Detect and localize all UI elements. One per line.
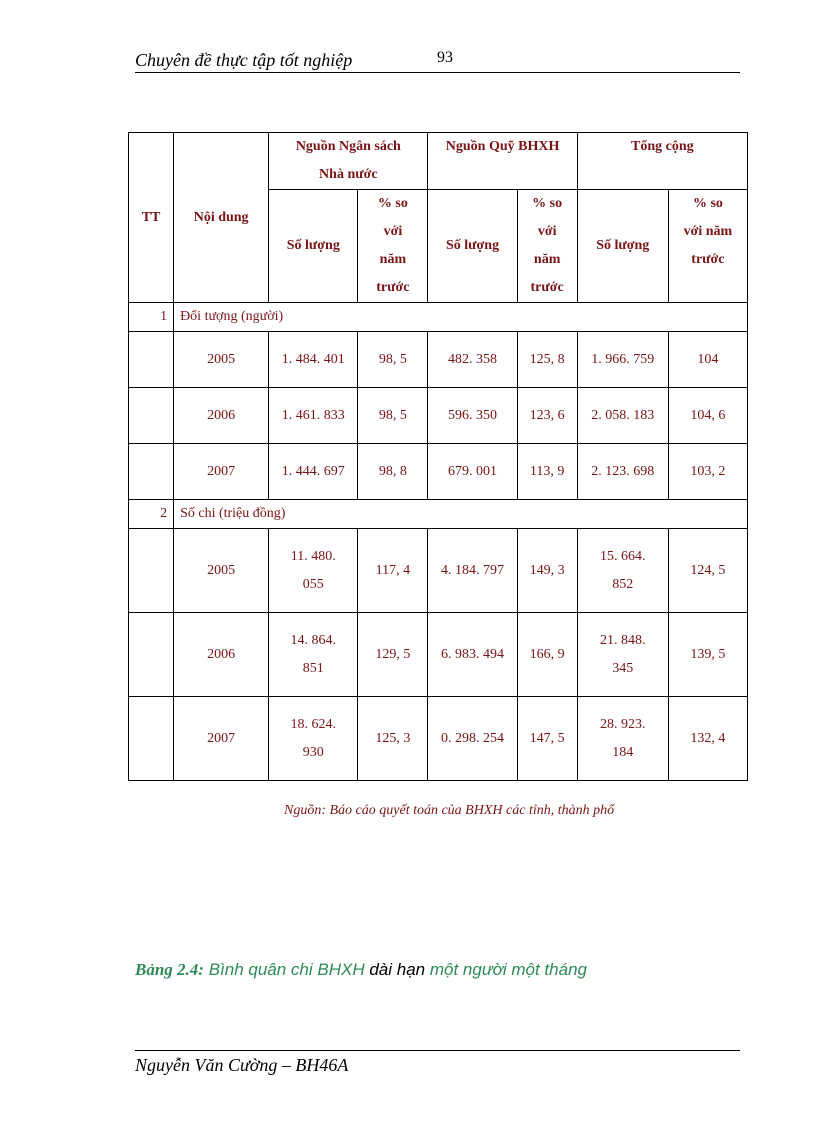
pct-line: % so bbox=[377, 196, 408, 211]
cell-budget-pct: 98, 5 bbox=[358, 388, 428, 444]
cell-fund-pct: 147, 5 bbox=[517, 697, 577, 781]
cell-empty bbox=[129, 332, 174, 388]
cell-budget-qty bbox=[269, 697, 358, 781]
author-name: Nguyễn Văn Cường – BH46A bbox=[135, 1055, 349, 1075]
cell-line: 18. 624. bbox=[290, 716, 337, 732]
header-fund-group: Nguồn Quỹ BHXH bbox=[428, 133, 577, 190]
header-total-pct bbox=[668, 190, 747, 303]
pct-line: % so bbox=[692, 196, 723, 211]
header-budget-line: Nguồn Ngân sách bbox=[295, 139, 401, 154]
cell-total-qty bbox=[577, 697, 668, 781]
pct-line: % so bbox=[532, 196, 563, 211]
cell-line: 1. 444. 697 bbox=[281, 463, 345, 479]
cell-fund-pct: 125, 8 bbox=[517, 332, 577, 388]
section-row bbox=[129, 500, 748, 529]
source-note: Nguồn: Báo cáo quyết toán của BHXH các tỉnh, thành phố bbox=[284, 803, 615, 818]
cell-budget-pct: 129, 5 bbox=[358, 613, 428, 697]
cell-empty bbox=[129, 444, 174, 500]
cell-line: 0. 298. 254 bbox=[441, 730, 505, 746]
cell-line: 930 bbox=[302, 744, 324, 760]
cell-line: 1. 966. 759 bbox=[591, 351, 655, 367]
cell-fund-qty bbox=[428, 332, 517, 388]
cell-budget-qty bbox=[269, 444, 358, 500]
cell-line: 4. 184. 797 bbox=[441, 562, 505, 578]
table-row bbox=[129, 332, 748, 388]
header-total-qty: Số lượng bbox=[577, 190, 668, 303]
cell-total-qty bbox=[577, 613, 668, 697]
cell-total-pct: 124, 5 bbox=[668, 529, 747, 613]
cell-total-pct: 132, 4 bbox=[668, 697, 747, 781]
page-number: 93 bbox=[437, 49, 453, 66]
cell-year: 2006 bbox=[174, 613, 269, 697]
cell-fund-pct: 113, 9 bbox=[517, 444, 577, 500]
header-budget-line: Nhà nước bbox=[319, 167, 378, 182]
cell-budget-pct: 98, 5 bbox=[358, 332, 428, 388]
header-content: Nội dung bbox=[174, 133, 269, 303]
table-row bbox=[129, 697, 748, 781]
pct-line: với năm bbox=[683, 224, 733, 239]
pct-line: năm bbox=[533, 252, 561, 267]
header-total-group: Tổng cộng bbox=[577, 133, 747, 190]
cell-total-qty bbox=[577, 444, 668, 500]
section-row bbox=[129, 303, 748, 332]
cell-total-qty bbox=[577, 388, 668, 444]
cell-empty bbox=[129, 697, 174, 781]
pct-line: với bbox=[537, 224, 557, 239]
cell-budget-pct: 117, 4 bbox=[358, 529, 428, 613]
cell-line: 851 bbox=[302, 660, 324, 676]
cell-total-pct: 104, 6 bbox=[668, 388, 747, 444]
pct-line: trước bbox=[530, 280, 564, 295]
header-budget-qty: Số lượng bbox=[269, 190, 358, 303]
cell-budget-qty bbox=[269, 388, 358, 444]
cell-budget-pct: 98, 8 bbox=[358, 444, 428, 500]
cell-budget-qty bbox=[269, 613, 358, 697]
caption-text: một người một tháng bbox=[425, 960, 587, 979]
cell-fund-qty bbox=[428, 444, 517, 500]
cell-budget-pct: 125, 3 bbox=[358, 697, 428, 781]
cell-line: 482. 358 bbox=[448, 351, 498, 367]
table-row bbox=[129, 388, 748, 444]
section-label: Số chi (triệu đồng) bbox=[174, 500, 748, 529]
cell-year: 2007 bbox=[174, 444, 269, 500]
caption-label: Bảng 2.4: bbox=[135, 960, 204, 979]
cell-fund-qty bbox=[428, 613, 517, 697]
table-row bbox=[129, 444, 748, 500]
cell-fund-qty bbox=[428, 388, 517, 444]
cell-line: 14. 864. bbox=[290, 632, 337, 648]
cell-line: 679. 001 bbox=[448, 463, 498, 479]
caption-text: dài hạn bbox=[369, 960, 426, 979]
cell-empty bbox=[129, 388, 174, 444]
cell-fund-qty bbox=[428, 697, 517, 781]
cell-line: 596. 350 bbox=[448, 407, 498, 423]
cell-line: 184 bbox=[612, 744, 634, 760]
cell-line: 345 bbox=[612, 660, 634, 676]
table-row bbox=[129, 529, 748, 613]
cell-line: 2. 123. 698 bbox=[591, 463, 655, 479]
cell-budget-qty bbox=[269, 332, 358, 388]
cell-line: 15. 664. bbox=[600, 548, 646, 564]
cell-total-pct: 139, 5 bbox=[668, 613, 747, 697]
header-tt: TT bbox=[129, 133, 174, 303]
cell-total-pct: 103, 2 bbox=[668, 444, 747, 500]
cell-line: 1. 461. 833 bbox=[281, 407, 345, 423]
page-header bbox=[135, 48, 740, 73]
cell-fund-pct: 149, 3 bbox=[517, 529, 577, 613]
cell-line: 6. 983. 494 bbox=[441, 646, 505, 662]
cell-line: 11. 480. bbox=[290, 548, 336, 564]
cell-year: 2006 bbox=[174, 388, 269, 444]
section-index: 2 bbox=[129, 500, 174, 529]
cell-year: 2007 bbox=[174, 697, 269, 781]
cell-fund-pct: 123, 6 bbox=[517, 388, 577, 444]
pct-line: năm bbox=[379, 252, 407, 267]
cell-line: 1. 484. 401 bbox=[281, 351, 345, 367]
cell-budget-qty bbox=[269, 529, 358, 613]
header-fund-qty: Số lượng bbox=[428, 190, 517, 303]
header-budget-pct bbox=[358, 190, 428, 303]
document-title: Chuyên đề thực tập tốt nghiệp bbox=[135, 50, 353, 70]
cell-line: 2. 058. 183 bbox=[591, 407, 655, 423]
cell-total-qty bbox=[577, 529, 668, 613]
header-fund-pct bbox=[517, 190, 577, 303]
statistics-table bbox=[128, 132, 748, 781]
page-footer bbox=[135, 1050, 740, 1075]
pct-line: trước bbox=[691, 252, 725, 267]
cell-year: 2005 bbox=[174, 332, 269, 388]
cell-year: 2005 bbox=[174, 529, 269, 613]
header-budget-group bbox=[269, 133, 428, 190]
cell-line: 852 bbox=[612, 576, 634, 592]
cell-fund-qty bbox=[428, 529, 517, 613]
cell-line: 21. 848. bbox=[600, 632, 646, 648]
table-caption bbox=[135, 960, 587, 980]
section-index: 1 bbox=[129, 303, 174, 332]
pct-line: với bbox=[383, 224, 403, 239]
cell-total-qty bbox=[577, 332, 668, 388]
pct-line: trước bbox=[376, 280, 410, 295]
cell-line: 28. 923. bbox=[600, 716, 646, 732]
cell-fund-pct: 166, 9 bbox=[517, 613, 577, 697]
cell-empty bbox=[129, 529, 174, 613]
cell-empty bbox=[129, 613, 174, 697]
table-row bbox=[129, 613, 748, 697]
cell-line: 055 bbox=[302, 576, 324, 592]
section-label: Đối tượng (người) bbox=[174, 303, 748, 332]
caption-text: Bình quân chi BHXH bbox=[203, 960, 370, 979]
cell-total-pct: 104 bbox=[668, 332, 747, 388]
